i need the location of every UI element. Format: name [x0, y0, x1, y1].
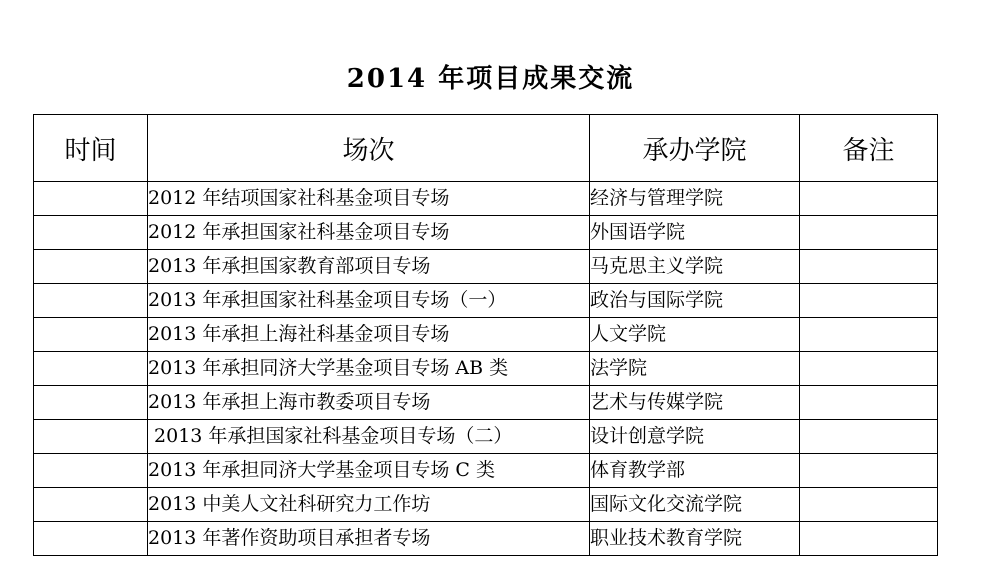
- cell-college: 经济与管理学院: [590, 182, 800, 216]
- cell-college: 体育教学部: [590, 454, 800, 488]
- cell-time: [34, 182, 148, 216]
- cell-session: 2013 年承担国家社科基金项目专场（一）: [148, 284, 590, 318]
- cell-college: 设计创意学院: [590, 420, 800, 454]
- cell-time: [34, 488, 148, 522]
- cell-session: 2012 年承担国家社科基金项目专场: [148, 216, 590, 250]
- cell-time: [34, 284, 148, 318]
- table-row: [34, 352, 938, 386]
- cell-remarks: [800, 454, 938, 488]
- cell-college: 马克思主义学院: [590, 250, 800, 284]
- cell-college: 政治与国际学院: [590, 284, 800, 318]
- cell-remarks: [800, 352, 938, 386]
- cell-college: 外国语学院: [590, 216, 800, 250]
- cell-session: 2013 年承担上海社科基金项目专场: [148, 318, 590, 352]
- table-row: [34, 420, 938, 454]
- schedule-table: [33, 114, 938, 556]
- table-row: [34, 182, 938, 216]
- cell-session: 2013 年著作资助项目承担者专场: [148, 522, 590, 556]
- cell-session: 2012 年结项国家社科基金项目专场: [148, 182, 590, 216]
- table-row: [34, 250, 938, 284]
- cell-college: 法学院: [590, 352, 800, 386]
- cell-time: [34, 250, 148, 284]
- cell-time: [34, 522, 148, 556]
- table-row: [34, 522, 938, 556]
- table-row: [34, 454, 938, 488]
- table-row: [34, 318, 938, 352]
- cell-session: 2013 年承担同济大学基金项目专场 C 类: [148, 454, 590, 488]
- header-session: 场次: [148, 115, 590, 182]
- cell-time: [34, 216, 148, 250]
- header-college: 承办学院: [590, 115, 800, 182]
- cell-remarks: [800, 522, 938, 556]
- cell-college: 艺术与传媒学院: [590, 386, 800, 420]
- table-row: [34, 284, 938, 318]
- cell-time: [34, 420, 148, 454]
- cell-remarks: [800, 386, 938, 420]
- table-row: [34, 488, 938, 522]
- cell-time: [34, 352, 148, 386]
- cell-time: [34, 318, 148, 352]
- header-time: 时间: [34, 115, 148, 182]
- table-row: [34, 216, 938, 250]
- cell-remarks: [800, 216, 938, 250]
- cell-college: 人文学院: [590, 318, 800, 352]
- cell-college: 职业技术教育学院: [590, 522, 800, 556]
- cell-session: 2013 年承担同济大学基金项目专场 AB 类: [148, 352, 590, 386]
- cell-session: 2013 年承担国家社科基金项目专场（二）: [148, 420, 590, 454]
- cell-remarks: [800, 420, 938, 454]
- cell-remarks: [800, 318, 938, 352]
- cell-college: 国际文化交流学院: [590, 488, 800, 522]
- table-row: [34, 386, 938, 420]
- document-title: 2014 年项目成果交流: [346, 64, 635, 94]
- cell-remarks: [800, 488, 938, 522]
- cell-session: 2013 年承担上海市教委项目专场: [148, 386, 590, 420]
- cell-remarks: [800, 250, 938, 284]
- cell-session: 2013 中美人文社科研究力工作坊: [148, 488, 590, 522]
- cell-remarks: [800, 182, 938, 216]
- header-row: [34, 115, 938, 182]
- cell-session: 2013 年承担国家教育部项目专场: [148, 250, 590, 284]
- header-remarks: 备注: [800, 115, 938, 182]
- cell-remarks: [800, 284, 938, 318]
- cell-time: [34, 386, 148, 420]
- cell-time: [34, 454, 148, 488]
